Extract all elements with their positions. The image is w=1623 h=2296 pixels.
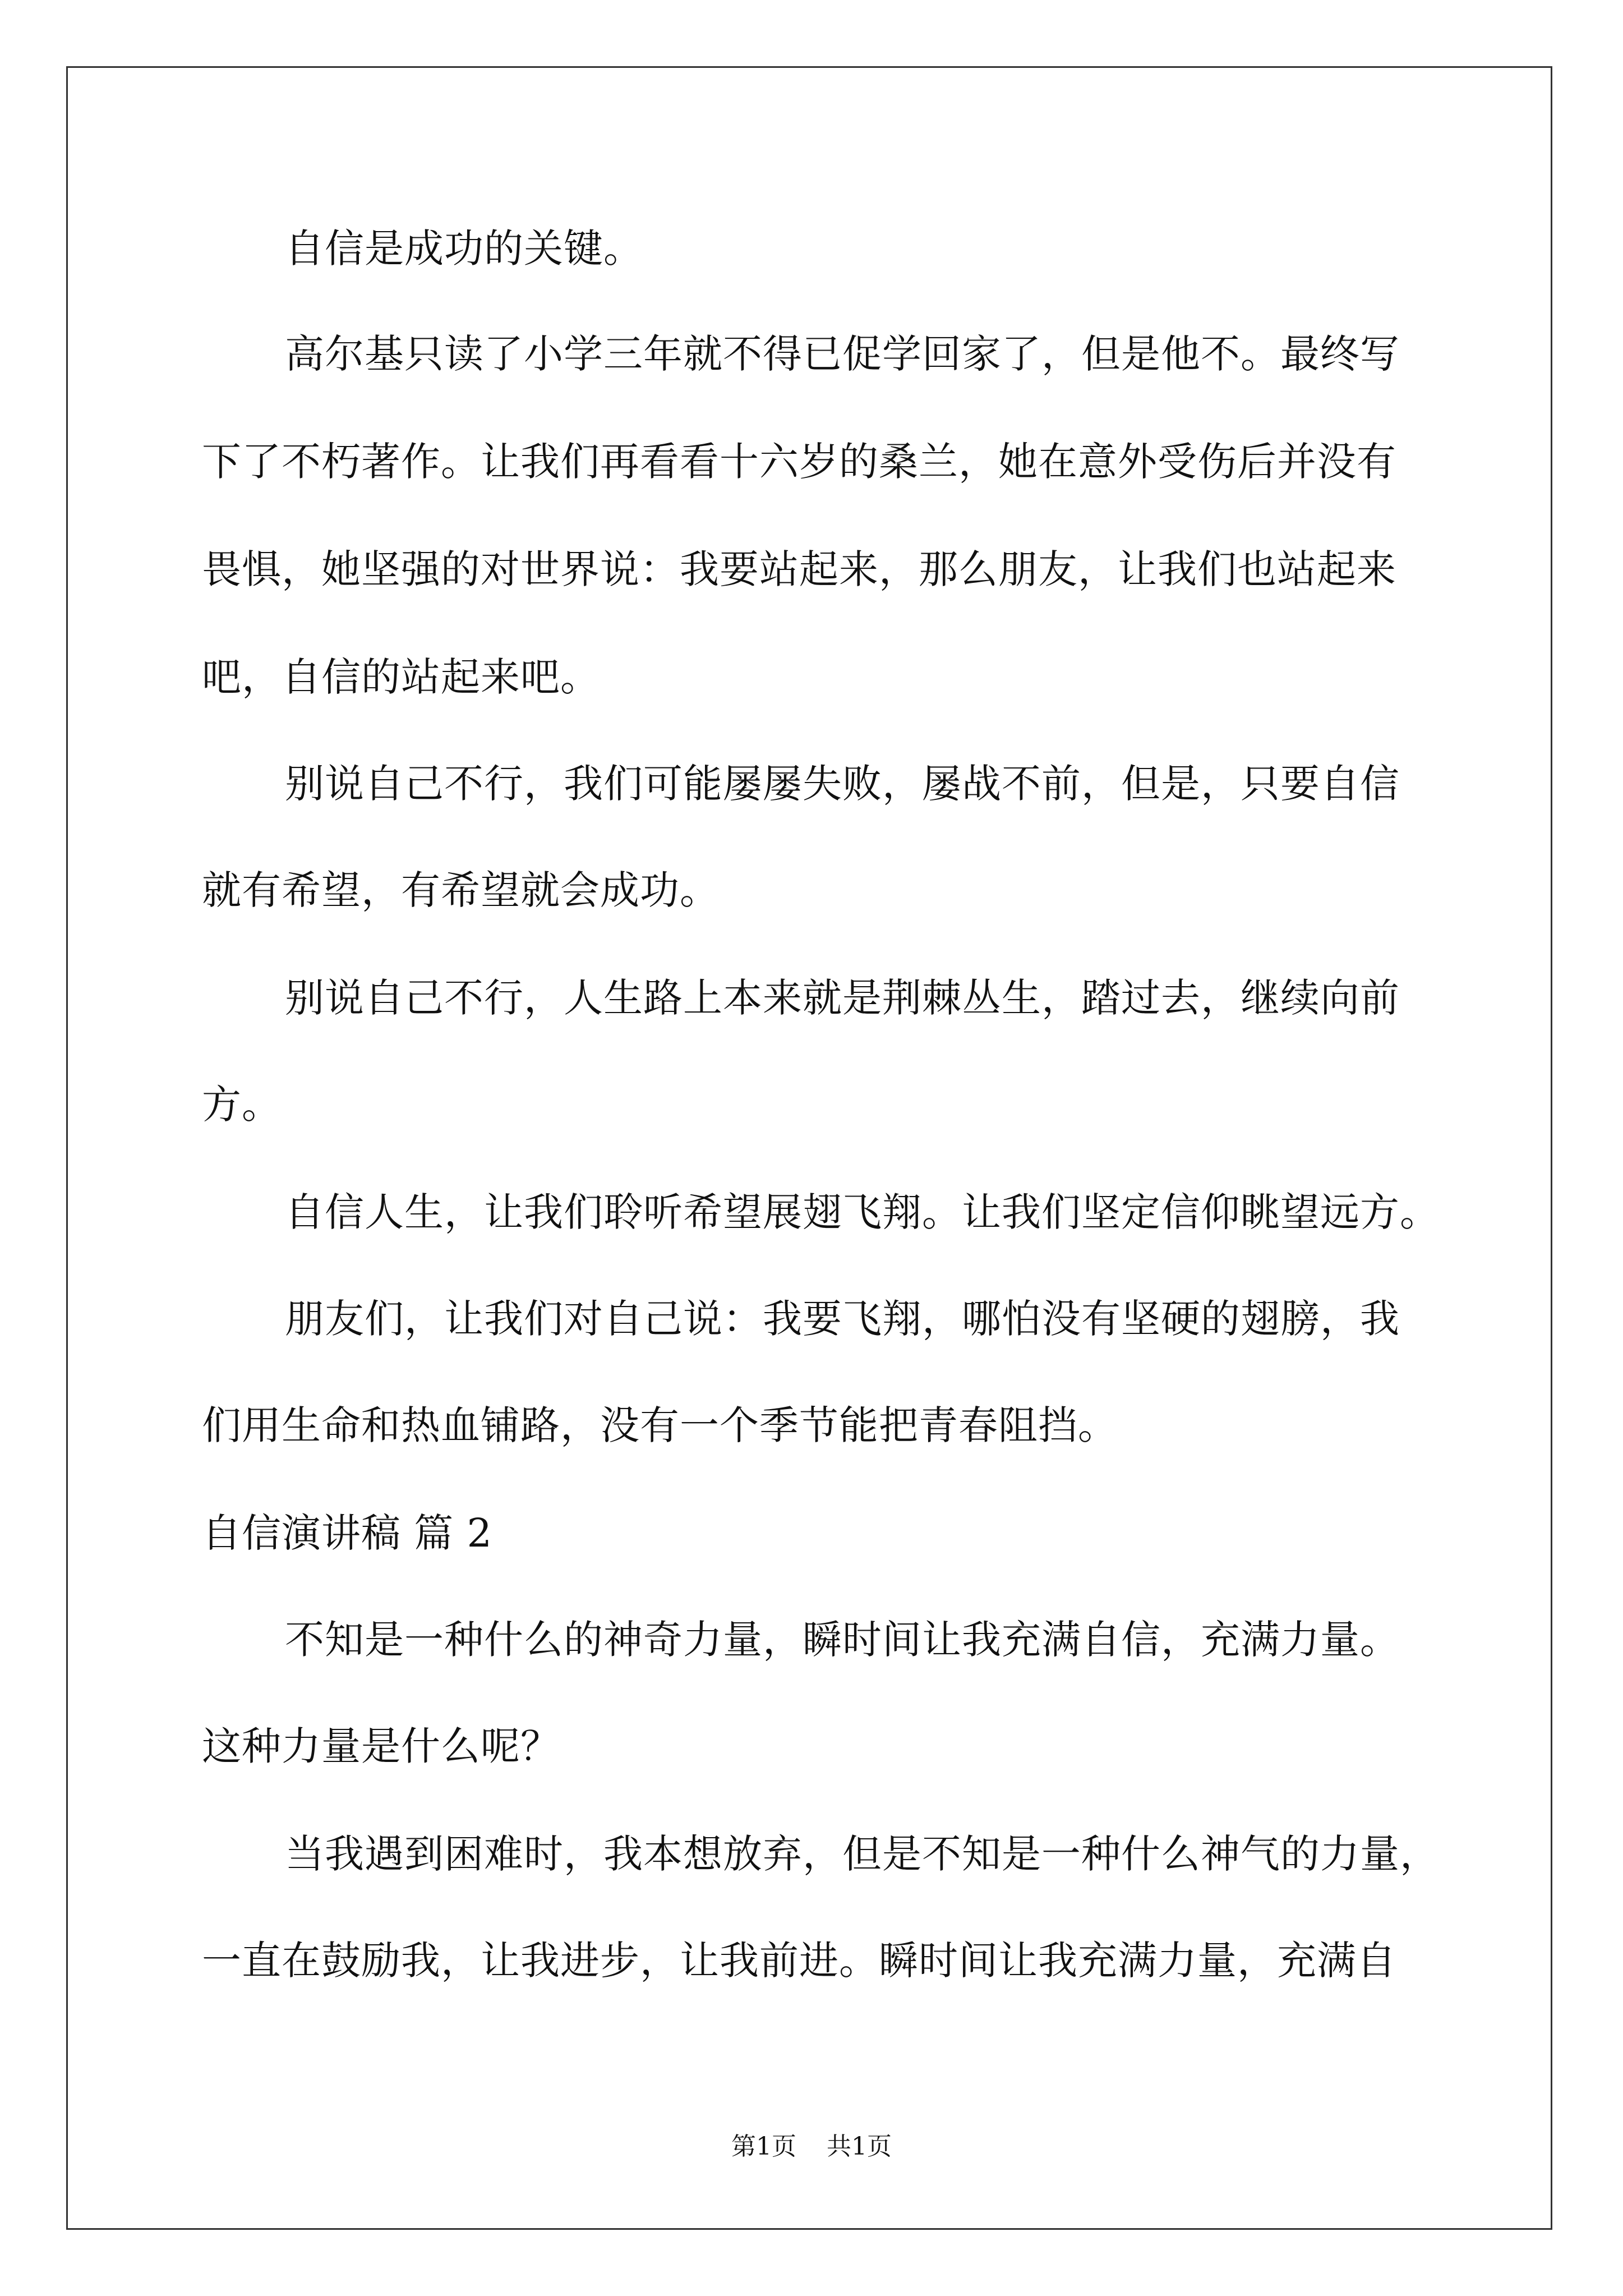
paragraph-line: 就有希望，有希望就会成功。 — [202, 867, 720, 913]
paragraph-line: 们用生命和热血铺路，没有一个季节能把青春阻挡。 — [202, 1402, 1118, 1448]
paragraph-line: 高尔基只读了小学三年就不得已促学回家了，但是他不。最终写 — [285, 331, 1400, 377]
paragraph-line: 一直在鼓励我，让我进步，让我前进。瞬时间让我充满力量，充满自 — [202, 1938, 1396, 1984]
page-border — [66, 66, 1552, 2230]
page-number: 第1页 — [731, 2132, 796, 2161]
paragraph-line: 吧，自信的站起来吧。 — [202, 654, 600, 700]
paragraph-line: 自信是成功的关键。 — [285, 226, 643, 272]
page-total: 共1页 — [827, 2132, 892, 2161]
paragraph-line: 朋友们，让我们对自己说：我要飞翔，哪怕没有坚硬的翅膀，我 — [285, 1296, 1400, 1342]
page-footer — [0, 2133, 1623, 2161]
paragraph-line: 别说自己不行，人生路上本来就是荆棘丛生，踏过去，继续向前 — [285, 975, 1400, 1021]
paragraph-line: 自信人生，让我们聆听希望展翅飞翔。让我们坚定信仰眺望远方。 — [285, 1189, 1440, 1235]
paragraph-line: 这种力量是什么呢？ — [202, 1723, 560, 1769]
section-heading: 自信演讲稿 篇 2 — [202, 1510, 493, 1556]
paragraph-line: 下了不朽著作。让我们再看看十六岁的桑兰，她在意外受伤后并没有 — [202, 439, 1396, 485]
paragraph-line: 当我遇到困难时，我本想放弃，但是不知是一种什么神气的力量， — [285, 1831, 1440, 1877]
paragraph-line: 方。 — [202, 1082, 282, 1128]
paragraph-line: 别说自己不行，我们可能屡屡失败，屡战不前，但是，只要自信 — [285, 761, 1400, 807]
paragraph-line: 不知是一种什么的神奇力量，瞬时间让我充满自信，充满力量。 — [285, 1617, 1400, 1663]
paragraph-line: 畏惧，她坚强的对世界说：我要站起来，那么朋友，让我们也站起来 — [202, 546, 1396, 592]
